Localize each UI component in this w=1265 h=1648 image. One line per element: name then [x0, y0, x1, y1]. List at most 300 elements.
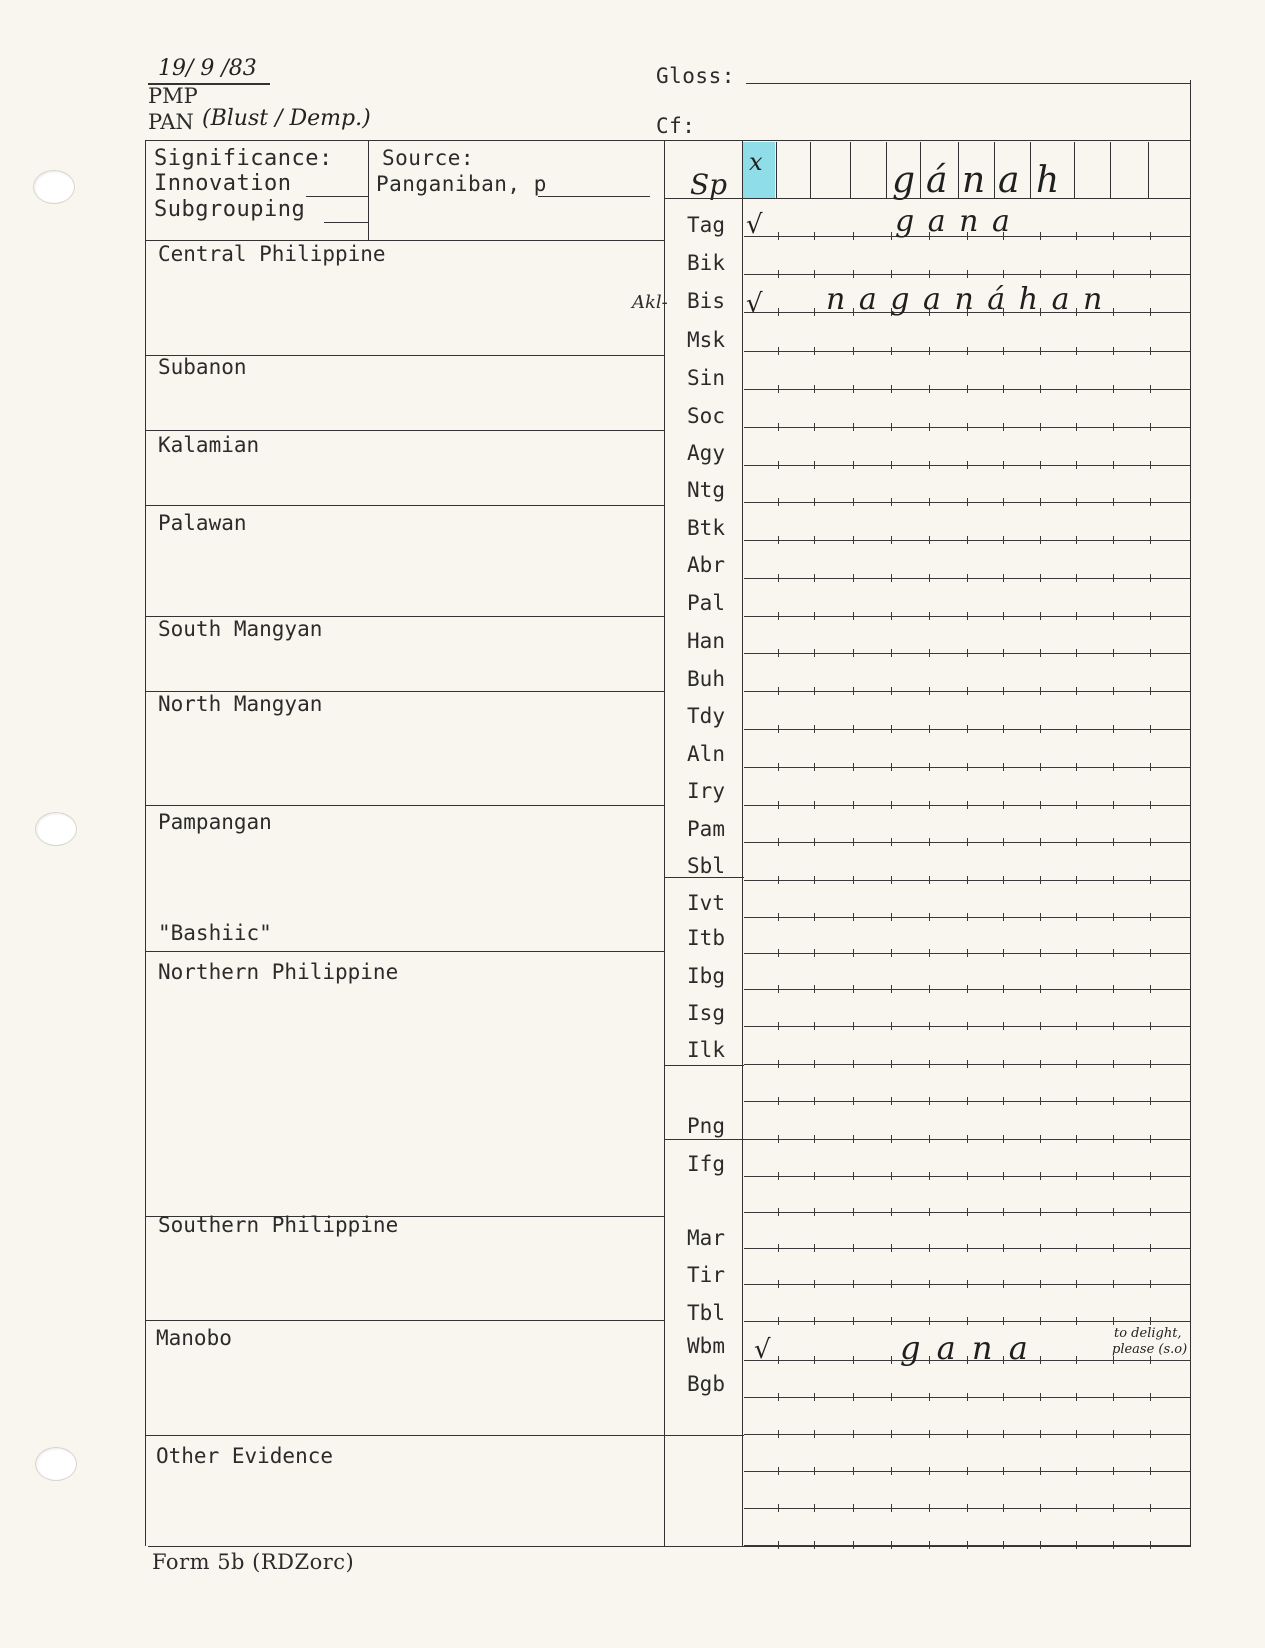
entry-tick: [1113, 1135, 1114, 1143]
entry-tick: [967, 270, 968, 278]
entry-tick: [891, 876, 892, 884]
entry-tick: [1003, 725, 1004, 733]
entry-tick: [1150, 1172, 1151, 1180]
entry-tick: [853, 1430, 854, 1438]
entry-tick: [1150, 1208, 1151, 1216]
sp-letter: á: [926, 160, 948, 201]
entry-tick: [1040, 574, 1041, 582]
entry-tick: [967, 801, 968, 809]
entry-tick: [814, 536, 815, 544]
entry-tick: [778, 574, 779, 582]
entry-tick: [1113, 536, 1114, 544]
group-pampangan: Pampangan: [158, 810, 272, 834]
entry-tick: [1076, 461, 1077, 469]
entry-tick: [1150, 1317, 1151, 1325]
entry-tick: [967, 1208, 968, 1216]
source-value: Panganiban, p: [376, 172, 547, 196]
entry-tick: [967, 1317, 968, 1325]
entry-tick: [929, 270, 930, 278]
entry-tick: [891, 725, 892, 733]
entry-tick: [853, 347, 854, 355]
wbm-note-line2: please (s.o): [1112, 1342, 1188, 1357]
bis-check: √: [746, 289, 763, 319]
entry-tick: [814, 1244, 815, 1252]
entry-tick: [1150, 1097, 1151, 1105]
entry-tick: [1113, 461, 1114, 469]
cf-label: Cf:: [656, 114, 696, 138]
entry-tick: [929, 536, 930, 544]
entry-tick: [778, 1060, 779, 1068]
entry-tick: [1150, 423, 1151, 431]
entry-tick: [967, 1060, 968, 1068]
entry-tick: [1150, 763, 1151, 771]
entry-tick: [1076, 949, 1077, 957]
entry-tick: [929, 1097, 930, 1105]
entry-tick: [1040, 949, 1041, 957]
entry-tick: [814, 949, 815, 957]
entry-tick: [1150, 1356, 1151, 1364]
entry-tick: [1113, 1280, 1114, 1288]
entry-tick: [1003, 1467, 1004, 1475]
pan-note: (Blust / Demp.): [202, 106, 371, 131]
entry-tick: [814, 612, 815, 620]
sp-letter: h: [1036, 160, 1060, 201]
entry-tick: [1076, 876, 1077, 884]
entry-tick: [891, 423, 892, 431]
entry-tick: [1113, 1467, 1114, 1475]
entry-tick: [967, 687, 968, 695]
entry-tick: [1113, 1022, 1114, 1030]
lang-abbr: Tir: [687, 1263, 725, 1287]
entry-tick: [891, 1504, 892, 1512]
entry-tick: [967, 347, 968, 355]
entry-tick: [853, 612, 854, 620]
sp-cell-divider: [994, 142, 995, 198]
entry-tick: [1040, 612, 1041, 620]
entry-tick: [778, 1317, 779, 1325]
lang-abbr: Bik: [687, 251, 725, 275]
entry-tick: [814, 1097, 815, 1105]
entry-tick: [1040, 270, 1041, 278]
entry-tick: [1113, 423, 1114, 431]
entry-tick: [814, 687, 815, 695]
entry-tick: [814, 308, 815, 316]
entry-tick: [778, 763, 779, 771]
lang-abbr: Abr: [687, 553, 725, 577]
entry-tick: [1003, 1393, 1004, 1401]
entry-tick: [1150, 1467, 1151, 1475]
entry-tick: [1040, 1317, 1041, 1325]
entry-tick: [1040, 1280, 1041, 1288]
entry-tick: [967, 1467, 968, 1475]
entry-tick: [1076, 1208, 1077, 1216]
entry-tick: [967, 949, 968, 957]
bis-prefix: Akl-: [632, 292, 668, 313]
entry-tick: [967, 1172, 968, 1180]
sp-cell-divider: [776, 142, 777, 198]
entry-tick: [853, 1467, 854, 1475]
frame-bottom: [148, 1546, 1191, 1547]
entry-tick: [814, 913, 815, 921]
significance-box-bottom: [145, 240, 664, 241]
entry-tick: [814, 1060, 815, 1068]
entry-tick: [929, 461, 930, 469]
lang-abbr: Pam: [687, 817, 725, 841]
entry-tick: [1040, 1172, 1041, 1180]
entry-tick: [1113, 1393, 1114, 1401]
group-divider: [145, 1435, 664, 1436]
entry-tick: [1040, 1060, 1041, 1068]
entry-tick: [891, 1172, 892, 1180]
entry-tick: [1003, 985, 1004, 993]
gloss-label: Gloss:: [656, 64, 735, 88]
significance-box-divider: [368, 140, 369, 240]
lang-abbr: Tdy: [687, 704, 725, 728]
entry-tick: [1113, 612, 1114, 620]
entry-tick: [853, 574, 854, 582]
group-manobo: Manobo: [156, 1326, 232, 1350]
pmp-label: PMP: [148, 84, 198, 108]
entry-tick: [967, 574, 968, 582]
entry-tick: [814, 1467, 815, 1475]
entry-tick: [1003, 687, 1004, 695]
entry-tick: [1113, 949, 1114, 957]
entry-tick: [1113, 725, 1114, 733]
entry-tick: [1040, 1022, 1041, 1030]
entry-tick: [967, 913, 968, 921]
entry-tick: [1003, 1541, 1004, 1549]
entry-tick: [814, 1172, 815, 1180]
source-label: Source:: [382, 146, 475, 170]
entry-tick: [1040, 1356, 1041, 1364]
lang-abbr: Sin: [687, 366, 725, 390]
entry-tick: [967, 461, 968, 469]
entry-tick: [1003, 1244, 1004, 1252]
entry-tick: [853, 725, 854, 733]
entry-tick: [1003, 1430, 1004, 1438]
entry-tick: [1076, 913, 1077, 921]
entry-tick: [1150, 876, 1151, 884]
entry-tick: [1040, 876, 1041, 884]
entry-tick: [1003, 649, 1004, 657]
entry-tick: [1040, 1097, 1041, 1105]
entry-tick: [1040, 1244, 1041, 1252]
entry-tick: [891, 649, 892, 657]
entry-tick: [967, 1244, 968, 1252]
entry-tick: [1076, 1022, 1077, 1030]
entry-tick: [1076, 385, 1077, 393]
entry-tick: [853, 1022, 854, 1030]
entry-tick: [778, 612, 779, 620]
entry-tick: [929, 985, 930, 993]
source-page-blank: [538, 196, 650, 197]
entry-tick: [929, 1393, 930, 1401]
lang-abbr: Ntg: [687, 478, 725, 502]
entry-tick: [891, 1244, 892, 1252]
entry-tick: [929, 1504, 930, 1512]
entry-tick: [1113, 876, 1114, 884]
entry-tick: [1003, 1060, 1004, 1068]
tag-form: g a n a: [895, 204, 1012, 239]
entry-tick: [1113, 1172, 1114, 1180]
entry-tick: [1150, 949, 1151, 957]
entry-tick: [1003, 536, 1004, 544]
entry-tick: [1113, 1060, 1114, 1068]
entry-tick: [1040, 838, 1041, 846]
entry-tick: [929, 1317, 930, 1325]
entry-tick: [778, 1097, 779, 1105]
lang-abbr: Itb: [687, 926, 725, 950]
entry-tick: [853, 385, 854, 393]
group-palawan: Palawan: [158, 511, 247, 535]
entry-tick: [967, 649, 968, 657]
entry-tick: [1150, 1393, 1151, 1401]
entry-tick: [778, 801, 779, 809]
lang-abbr: Sbl: [687, 854, 725, 878]
entry-tick: [929, 838, 930, 846]
entry-tick: [1113, 385, 1114, 393]
entry-tick: [814, 232, 815, 240]
entry-tick: [778, 1208, 779, 1216]
entry-tick: [814, 649, 815, 657]
entry-tick: [814, 801, 815, 809]
entry-tick: [891, 1430, 892, 1438]
entry-tick: [1113, 1208, 1114, 1216]
entry-tick: [1113, 763, 1114, 771]
entry-tick: [814, 1208, 815, 1216]
entry-tick: [1076, 1393, 1077, 1401]
entry-tick: [967, 1430, 968, 1438]
entry-tick: [814, 347, 815, 355]
entry-tick: [967, 985, 968, 993]
wbm-note-line1: to delight,: [1114, 1326, 1182, 1341]
entry-tick: [1040, 498, 1041, 506]
entry-tick: [778, 1022, 779, 1030]
entry-tick: [1003, 574, 1004, 582]
lang-abbr: Agy: [687, 441, 725, 465]
entry-tick: [814, 1135, 815, 1143]
entry-tick: [853, 913, 854, 921]
entry-tick: [1150, 574, 1151, 582]
entry-tick: [929, 763, 930, 771]
entry-tick: [1150, 801, 1151, 809]
entry-tick: [1113, 347, 1114, 355]
entry-tick: [778, 461, 779, 469]
entry-tick: [1003, 1022, 1004, 1030]
entry-tick: [814, 1541, 815, 1549]
entry-tick: [891, 1541, 892, 1549]
lang-abbr: Tbl: [687, 1301, 725, 1325]
entry-tick: [1113, 838, 1114, 846]
entry-tick: [891, 801, 892, 809]
entry-tick: [1113, 270, 1114, 278]
entry-tick: [929, 1430, 930, 1438]
entry-tick: [1150, 1280, 1151, 1288]
entry-tick: [891, 1208, 892, 1216]
entry-tick: [778, 1504, 779, 1512]
entry-tick: [1076, 1504, 1077, 1512]
entry-tick: [1076, 1356, 1077, 1364]
entry-tick: [929, 1467, 930, 1475]
entry-tick: [1003, 423, 1004, 431]
entry-tick: [1113, 1097, 1114, 1105]
group-divider: [145, 805, 664, 806]
entry-tick: [814, 838, 815, 846]
entry-tick: [1150, 461, 1151, 469]
entry-tick: [1150, 308, 1151, 316]
entry-tick: [814, 574, 815, 582]
entry-tick: [1150, 1244, 1151, 1252]
entry-tick: [1040, 1135, 1041, 1143]
entry-tick: [1040, 687, 1041, 695]
entry-tick: [1150, 1060, 1151, 1068]
entry-tick: [1040, 1430, 1041, 1438]
sp-cell-divider: [1074, 142, 1075, 198]
entry-tick: [1113, 687, 1114, 695]
innovation-blank: [306, 196, 368, 197]
entry-tick: [1076, 649, 1077, 657]
entry-tick: [778, 1280, 779, 1288]
entry-tick: [1003, 385, 1004, 393]
entry-tick: [967, 1504, 968, 1512]
lang-abbr: Tag: [687, 213, 725, 237]
group-north-mangyan: North Mangyan: [158, 692, 323, 716]
lang-abbr: Han: [687, 629, 725, 653]
lang-abbr: Png: [687, 1114, 725, 1138]
entry-tick: [891, 1393, 892, 1401]
entry-tick: [1113, 913, 1114, 921]
abbr-divider: [664, 1065, 744, 1066]
lang-abbr: Iry: [687, 779, 725, 803]
entry-tick: [1003, 1317, 1004, 1325]
entry-tick: [1076, 687, 1077, 695]
entry-tick: [929, 949, 930, 957]
entry-tick: [1150, 536, 1151, 544]
entry-tick: [967, 1393, 968, 1401]
entry-tick: [778, 1244, 779, 1252]
entry-tick: [1150, 498, 1151, 506]
entry-tick: [891, 838, 892, 846]
entry-tick: [1003, 1172, 1004, 1180]
entry-tick: [1076, 612, 1077, 620]
entry-tick: [891, 687, 892, 695]
entry-tick: [1076, 1280, 1077, 1288]
entry-tick: [1076, 232, 1077, 240]
entry-tick: [1003, 1208, 1004, 1216]
sp-letter: g: [892, 160, 916, 201]
entry-tick: [853, 649, 854, 657]
entry-tick: [1113, 308, 1114, 316]
sp-cell-divider: [850, 142, 851, 198]
entry-tick: [1003, 913, 1004, 921]
entry-tick: [853, 498, 854, 506]
entry-tick: [1150, 347, 1151, 355]
lang-abbr: Ivt: [687, 891, 725, 915]
entry-tick: [929, 649, 930, 657]
sp-letter: a: [998, 160, 1020, 201]
sp-cell-divider: [920, 142, 921, 198]
entry-tick: [1040, 1541, 1041, 1549]
entry-tick: [778, 725, 779, 733]
form-footer: Form 5b (RDZorc): [152, 1550, 355, 1574]
entry-tick: [929, 1135, 930, 1143]
entry-tick: [1150, 385, 1151, 393]
lang-abbr: Mar: [687, 1226, 725, 1250]
entry-tick: [1076, 574, 1077, 582]
entry-tick: [778, 1393, 779, 1401]
entry-tick: [1040, 461, 1041, 469]
entry-tick: [853, 687, 854, 695]
entry-tick: [853, 1356, 854, 1364]
lang-abbr: Aln: [687, 742, 725, 766]
entry-tick: [814, 876, 815, 884]
entry-tick: [853, 838, 854, 846]
entry-tick: [853, 1393, 854, 1401]
entry-tick: [891, 1097, 892, 1105]
group-southern-philippine: Southern Philippine: [158, 1213, 399, 1237]
group-south-mangyan: South Mangyan: [158, 617, 323, 641]
entry-tick: [929, 1060, 930, 1068]
entry-tick: [853, 1135, 854, 1143]
entry-tick: [929, 913, 930, 921]
entry-tick: [967, 763, 968, 771]
entry-tick: [1076, 423, 1077, 431]
entry-tick: [929, 876, 930, 884]
entry-tick: [1040, 725, 1041, 733]
entry-tick: [853, 1317, 854, 1325]
entry-tick: [967, 1280, 968, 1288]
entry-tick: [814, 763, 815, 771]
abbr-divider: [664, 1139, 744, 1140]
entry-tick: [891, 385, 892, 393]
entry-tick: [778, 913, 779, 921]
entry-tick: [778, 423, 779, 431]
lang-abbr: Bis: [687, 289, 725, 313]
entry-tick: [778, 1172, 779, 1180]
entry-tick: [778, 1430, 779, 1438]
tag-check: √: [746, 210, 763, 240]
sp-x-mark: x: [749, 148, 763, 176]
entry-tick: [814, 385, 815, 393]
entry-tick: [1113, 649, 1114, 657]
entry-tick: [967, 725, 968, 733]
entry-tick: [967, 498, 968, 506]
entry-tick: [853, 461, 854, 469]
lang-abbr: Soc: [687, 404, 725, 428]
entry-tick: [1003, 1504, 1004, 1512]
entry-tick: [1003, 347, 1004, 355]
entry-tick: [891, 498, 892, 506]
entry-tick: [814, 1022, 815, 1030]
entry-tick: [814, 1393, 815, 1401]
punch-hole-top: [33, 170, 75, 204]
entry-tick: [891, 949, 892, 957]
sp-cell-divider: [1148, 142, 1149, 198]
entry-tick: [1150, 1135, 1151, 1143]
entry-tick: [891, 612, 892, 620]
entry-tick: [1150, 913, 1151, 921]
entry-tick: [891, 1135, 892, 1143]
frame-left: [145, 140, 146, 1546]
entry-tick: [929, 1244, 930, 1252]
group-other-evidence: Other Evidence: [156, 1444, 334, 1468]
entry-tick: [1003, 612, 1004, 620]
entry-tick: [1040, 801, 1041, 809]
entry-tick: [967, 876, 968, 884]
entry-tick: [929, 612, 930, 620]
entry-tick: [1150, 1504, 1151, 1512]
entry-tick: [853, 949, 854, 957]
